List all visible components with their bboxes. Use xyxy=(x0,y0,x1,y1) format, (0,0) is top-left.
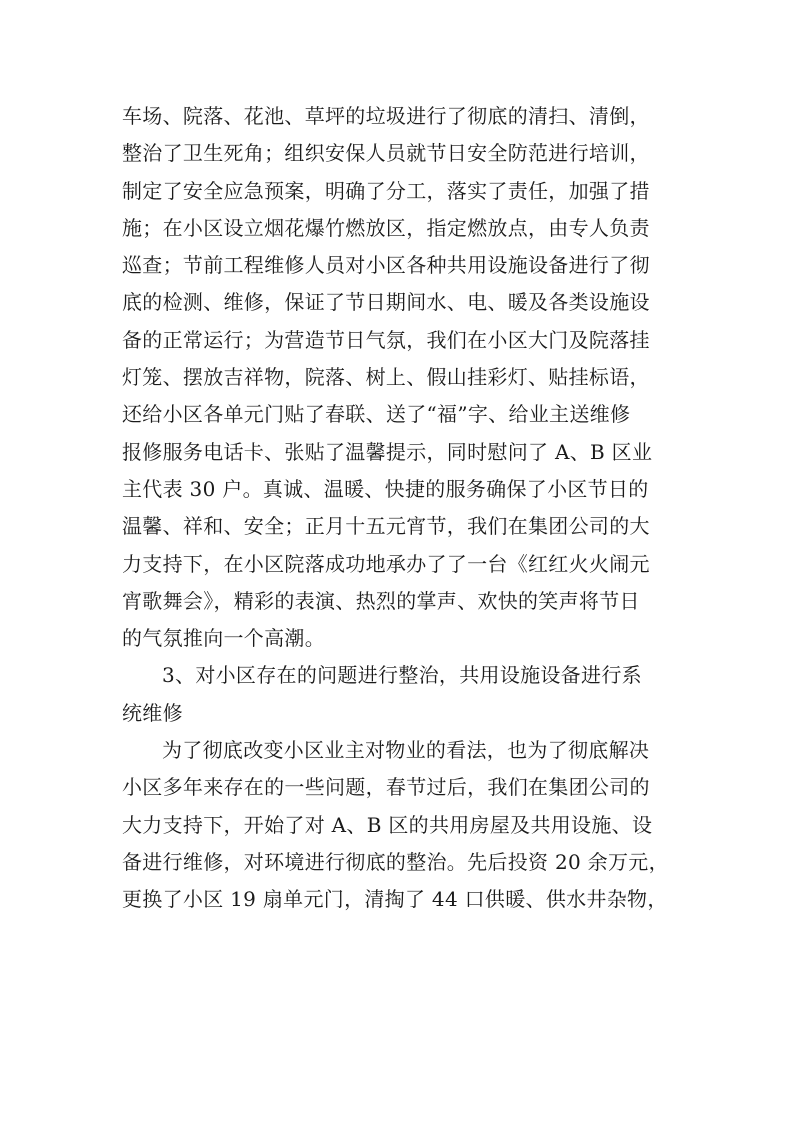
text-line: 灯笼、摆放吉祥物，院落、树上、假山挂彩灯、贴挂标语， xyxy=(122,365,650,390)
text-line: 制定了安全应急预案，明确了分工，落实了责任，加强了措 xyxy=(122,178,650,203)
text-line: 车场、院落、花池、草坪的垃圾进行了彻底的清扫、清倒， xyxy=(122,104,650,128)
text-line: 力支持下，在小区院落成功地承办了了一台《红红火火闹元 xyxy=(122,551,650,576)
text-line: 为了彻底改变小区业主对物业的看法，也为了彻底解决 xyxy=(162,738,650,763)
text-line: 的气氛推向一个高潮。 xyxy=(122,626,325,651)
text-line: 整治了卫生死角；组织安保人员就节日安全防范进行培训， xyxy=(122,141,650,166)
text-line: 统维修 xyxy=(122,700,183,725)
text-line: 温馨、祥和、安全；正月十五元宵节，我们在集团公司的大 xyxy=(122,514,650,539)
text-line: 备进行维修，对环境进行彻底的整治。先后投资 20 余万元， xyxy=(122,849,669,874)
text-line: 宵歌舞会》，精彩的表演、热烈的掌声、欢快的笑声将节日 xyxy=(122,588,640,613)
text-line: 巡查；节前工程维修人员对小区各种共用设施设备进行了彻 xyxy=(122,253,650,278)
text-line: 报修服务电话卡、张贴了温馨提示，同时慰问了 A、B 区业 xyxy=(122,439,653,464)
body-text xyxy=(122,98,692,919)
text-line: 底的检测、维修，保证了节日期间水、电、暖及各类设施设 xyxy=(122,290,650,315)
text-line: 备的正常运行；为营造节日气氛，我们在小区大门及院落挂 xyxy=(122,327,650,352)
text-line: 更换了小区 19 扇单元门，清掏了 44 口供暖、供水井杂物， xyxy=(122,887,668,912)
text-line: 小区多年来存在的一些问题，春节过后，我们在集团公司的 xyxy=(122,775,650,800)
text-line: 大力支持下，开始了对 A、B 区的共用房屋及共用设施、设 xyxy=(122,812,653,837)
text-line: 还给小区各单元门贴了春联、送了“福”字、给业主送维修 xyxy=(122,402,631,427)
text-line: 施；在小区设立烟花爆竹燃放区，指定燃放点，由专人负责 xyxy=(122,215,650,240)
text-line: 3、对小区存在的问题进行整治，共用设施设备进行系 xyxy=(162,663,642,688)
text-line: 主代表 30 户。真诚、温暖、快捷的服务确保了小区节日的 xyxy=(122,476,649,501)
